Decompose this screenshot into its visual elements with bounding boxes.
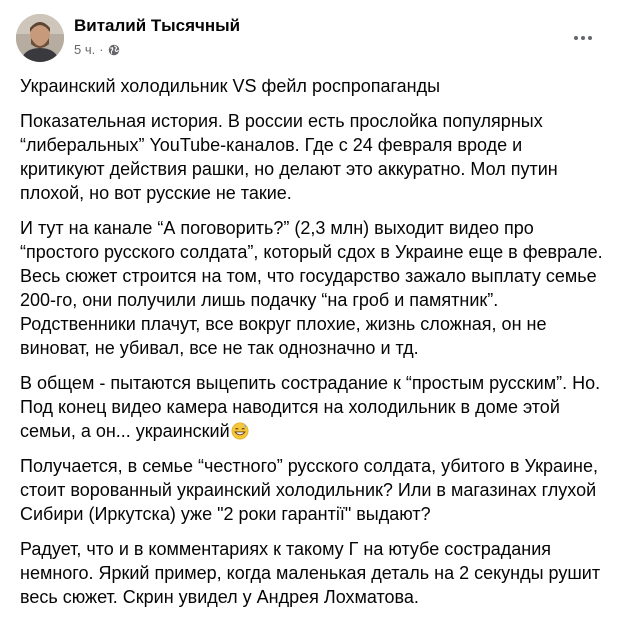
- avatar[interactable]: [16, 14, 64, 62]
- more-horizontal-icon: [574, 36, 592, 40]
- post-title: Украинский холодильник VS фейл роспропаганды: [20, 76, 441, 96]
- post-meta: [74, 42, 120, 57]
- post-body: [20, 74, 610, 620]
- author-name[interactable]: Виталий Тысячный: [74, 16, 241, 35]
- meta-separator: ·: [99, 42, 104, 57]
- post-paragraph-2: И тут на канале “А поговорить?” (2,3 млн) выходит видео про “простого русского солдата”, который сдох в Украине еще в феврале. Весь сюжет строится на том, что государство зажало выплату семье 200-го, они получили лишь подачку “на гроб и памятник”. Родственники плачут, все вокруг плохие, жизнь сложная, он не виноват, не убивал, все не так однозначно и тд.: [20, 218, 603, 358]
- post-time[interactable]: 5 ч.: [74, 42, 96, 57]
- post-paragraph-3: [20, 371, 610, 443]
- post-header: [16, 12, 605, 64]
- avatar-photo: [16, 14, 64, 62]
- post-paragraph-1: Показательная история. В россии есть прослойка популярных “либеральных” YouTube-каналов. Где с 24 февраля вроде и критикуют действия рашки, но делают это аккуратно. Мол путин плохой, но вот русские не такие.: [20, 111, 558, 203]
- more-options-button[interactable]: [565, 20, 601, 56]
- post-paragraph-4: Получается, в семье “честного” русского солдата, убитого в Украине, стоит ворованный украинский холодильник? Или в магазинах глухой Сибири (Иркутска) уже "2 роки гарантії" выдают?: [20, 456, 599, 524]
- post-paragraph-3-text: В общем - пытаются выцепить сострадание к “простым русским”. Но. Под конец видео камера наводится на холодильник в доме этой семьи, а он... украинский: [20, 373, 601, 441]
- globe-icon[interactable]: [108, 44, 120, 56]
- post-paragraph-5: Радует, что и в комментариях к такому Г на ютубе сострадания немного. Яркий пример, когда маленькая деталь на 2 секунды рушит весь сюжет. Скрин увидел у Андрея Лохматова.: [20, 539, 601, 607]
- grinning-sweat-emoji-icon: [231, 422, 249, 440]
